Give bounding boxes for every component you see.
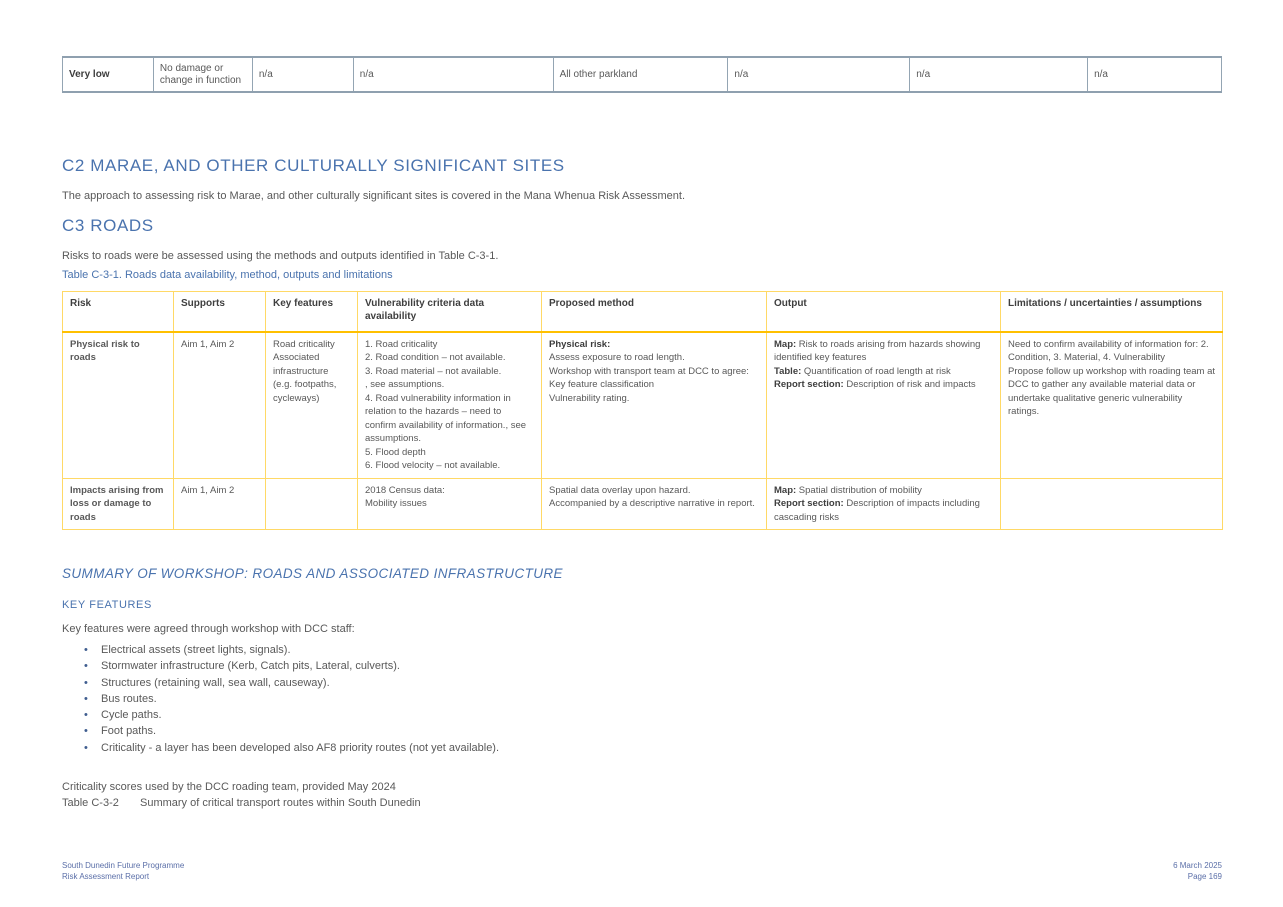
bullet-item: • Structures (retaining wall, sea wall, causeway). (84, 675, 984, 691)
bullet-item: • Electrical assets (street lights, signals). (84, 642, 984, 658)
table-c32-reference (62, 796, 421, 810)
severity-cell: All other parkland (553, 57, 728, 92)
key-features-heading: KEY FEATURES (62, 599, 152, 611)
footer-programme: South Dunedin Future Programme (62, 861, 185, 870)
text-line: 1. Road criticality (365, 338, 438, 350)
labeled-line: Map: Spatial distribution of mobility (774, 484, 922, 496)
severity-table (62, 56, 1222, 93)
footer-date: 6 March 2025 (1173, 861, 1222, 870)
method-title: Physical risk: (549, 338, 611, 350)
text-line: 4. Road vulnerability information in relation to the hazards – need to confirm availability of information., see assumptions. (365, 392, 527, 444)
severity-cell: No damage or change in function (153, 57, 252, 92)
text-line: , see assumptions. (365, 379, 445, 390)
column-header-supports: Supports (174, 292, 266, 332)
workshop-summary-heading: SUMMARY OF WORKSHOP: ROADS AND ASSOCIATED INFRASTRUCTURE (62, 566, 563, 581)
text-line: Spatial data overlay upon hazard. (549, 484, 691, 496)
limitations-cell (1001, 478, 1223, 530)
column-header-method: Proposed method (542, 292, 767, 332)
severity-cell: n/a (1088, 57, 1222, 92)
table-c31-caption: Table C-3-1. Roads data availability, method, outputs and limitations (62, 269, 393, 281)
footer-right (1173, 861, 1222, 882)
text-line: Need to confirm availability of information for: 2. Condition, 3. Material, 4. Vulnerability (1008, 338, 1209, 363)
line-label: Report section: (774, 498, 844, 509)
section-heading-c3: C3 ROADS (62, 216, 154, 235)
method-lines (549, 484, 759, 511)
severity-level-cell: Very low (63, 57, 154, 92)
limitations-cell (1001, 332, 1223, 479)
text-line: Accompanied by a descriptive narrative in report. (549, 498, 755, 509)
column-header-key-features: Key features (266, 292, 358, 332)
severity-cell: n/a (728, 57, 910, 92)
text-line: Key feature classification (549, 379, 655, 390)
labeled-line: Map: Risk to roads arising from hazards showing identified key features (774, 338, 981, 363)
text-line: Propose follow up workshop with roading team at DCC to gather any available material data or undertake qualitative generic vulnerability ratings. (1008, 365, 1216, 417)
output-cell (767, 332, 1001, 479)
key-features-intro: Key features were agreed through workshop with DCC staff: (62, 623, 355, 635)
bullet-item: • Criticality - a layer has been developed also AF8 priority routes (not yet available). (84, 740, 984, 756)
text-line: Vulnerability rating. (549, 392, 630, 404)
severity-cell: n/a (252, 57, 353, 92)
method-cell (542, 332, 767, 479)
key-features-list (84, 642, 984, 756)
c3-paragraph: Risks to roads were be assessed using the methods and outputs identified in Table C-3-1. (62, 250, 499, 262)
text-line: 5. Flood depth (365, 446, 426, 458)
risk-cell: Physical risk to roads (63, 332, 174, 479)
severity-cell: n/a (353, 57, 553, 92)
c2-paragraph: The approach to assessing risk to Marae, and other culturally significant sites is covered in the Mana Whenua Risk Assessment. (62, 190, 686, 202)
supports-cell: Aim 1, Aim 2 (174, 332, 266, 479)
criticality-note: Criticality scores used by the DCC roading team, provided May 2024 (62, 781, 396, 793)
severity-row (63, 57, 1222, 92)
severity-cell: n/a (910, 57, 1088, 92)
bullet-item: • Bus routes. (84, 691, 984, 707)
roads-table-header-row (63, 292, 1223, 332)
risk-cell: Impacts arising from loss or damage to roads (63, 478, 174, 530)
key-features-cell (266, 478, 358, 530)
roads-table (62, 291, 1223, 530)
roads-table-row (63, 332, 1223, 479)
footer-page-number: Page 169 (1187, 871, 1222, 881)
labeled-line: Report section: Description of risk and impacts (774, 379, 976, 390)
vulnerability-cell (358, 332, 542, 479)
supports-cell: Aim 1, Aim 2 (174, 478, 266, 530)
key-features-cell (266, 332, 358, 479)
labeled-line: Report section: Description of impacts including cascading risks (774, 498, 980, 523)
table-c32-label: Table C-3-2 (62, 797, 119, 809)
vulnerability-cell (358, 478, 542, 530)
line-label: Map: (774, 338, 797, 350)
text-line: 2018 Census data: (365, 484, 445, 496)
footer-report-title: Risk Assessment Report (62, 871, 150, 881)
roads-table-row (63, 478, 1223, 530)
section-heading-c2: C2 MARAE, AND OTHER CULTURALLY SIGNIFICANT SITES (62, 156, 565, 175)
method-cell (542, 478, 767, 530)
method-lines (549, 351, 759, 405)
table-c32-title: Summary of critical transport routes within South Dunedin (140, 797, 421, 809)
text-line: Workshop with transport team at DCC to agree: (549, 365, 749, 377)
line-label: Map: (774, 484, 797, 496)
column-header-vulnerability: Vulnerability criteria data availability (358, 292, 542, 332)
text-line: Associated infrastructure (e.g. footpaths, cycleways) (273, 352, 337, 404)
labeled-line: Table: Quantification of road length at risk (774, 365, 951, 377)
text-line: 2. Road condition – not available. (365, 352, 506, 363)
line-label: Table: (774, 365, 802, 377)
output-cell (767, 478, 1001, 530)
text-line: Road criticality (273, 338, 335, 350)
column-header-limitations: Limitations / uncertainties / assumptions (1001, 292, 1223, 332)
text-line: 6. Flood velocity – not available. (365, 460, 501, 471)
column-header-output: Output (767, 292, 1001, 332)
text-line: Assess exposure to road length. (549, 352, 685, 363)
bullet-item: • Stormwater infrastructure (Kerb, Catch pits, Lateral, culverts). (84, 658, 984, 674)
column-header-risk: Risk (63, 292, 174, 332)
text-line: Mobility issues (365, 498, 427, 509)
footer-left (62, 861, 184, 882)
line-label: Report section: (774, 379, 844, 390)
text-line: 3. Road material – not available. (365, 365, 502, 377)
bullet-item: • Foot paths. (84, 723, 984, 739)
bullet-item: • Cycle paths. (84, 707, 984, 723)
